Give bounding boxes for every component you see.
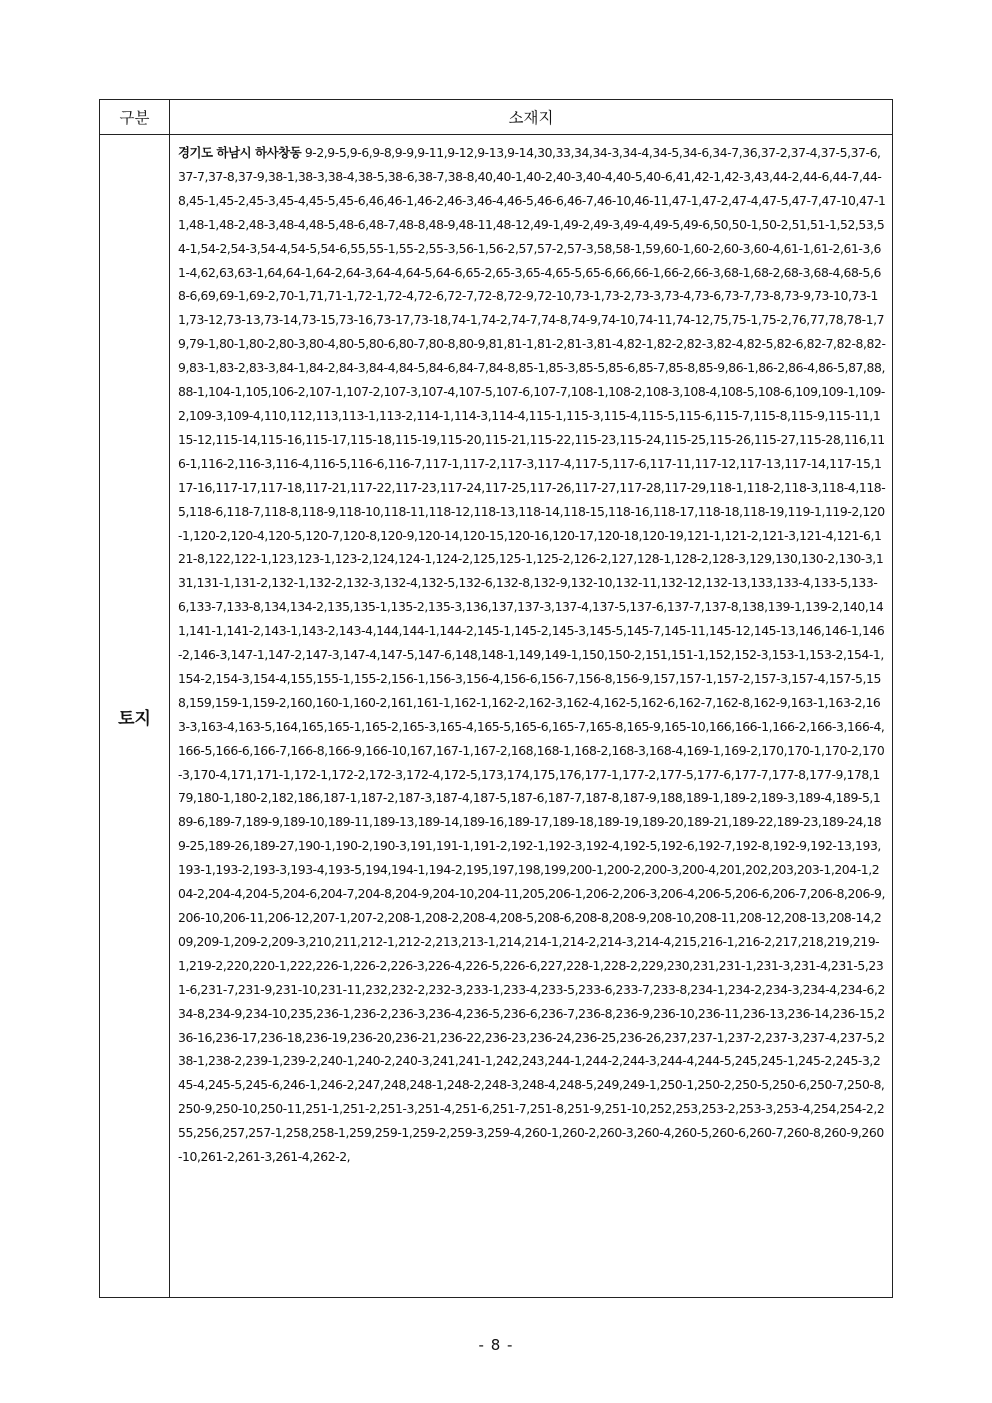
page-number: - 8 - (478, 1336, 514, 1354)
table-row (100, 135, 893, 1298)
parcel-list (178, 141, 886, 1169)
location-prefix: 경기도 하남시 하사창동 (178, 145, 302, 160)
land-location-table (99, 99, 893, 1298)
parcel-numbers: 9-2,9-5,9-6,9-8,9-9,9-11,9-12,9-13,9-14,30,33,34,34-3,34-4,34-5,34-6,34-7,36,37-2,37-4,37-5,37-6,37-7,37-8,37-9,38-1,38-3,38-4,38-5,38-6,38-7,38-8,40,40-1,40-2,40-3,40-4,40-5,40-6,41,42-1,42-3,43,44-2,44-6,44-7,44-8,45-1,45-2,45-3,45-4,45-5,45-6,46,46-1,46-2,46-3,46-4,46-5,46-6,46-7,46-10,46-11,47-1,47-2,47-4,47-5,47-7,47-10,47-11,48-1,48-2,48-3,48-4,48-5,48-6,48-7,48-8,48-9,48-11,48-12,49-1,49-2,49-3,49-4,49-5,49-6,50,50-1,50-2,51,51-1,52,53,54-1,54-2,54-3,54-4,54-5,54-6,55,55-1,55-2,55-3,56-1,56-2,57,57-2,57-3,58,58-1,59,60-1,60-2,60-3,60-4,61-1,61-2,61-3,61-4,62,63,63-1,64,64-1,64-2,64-3,64-4,64-5,64-6,65-2,65-3,65-4,65-5,65-6,66,66-1,66-2,66-3,68-1,68-2,68-3,68-4,68-5,68-6,69,69-1,69-2,70-1,71,71-1,72-1,72-4,72-6,72-7,72-8,72-9,72-10,73-1,73-2,73-3,73-4,73-6,73-7,73-8,73-9,73-10,73-11,73-12,73-13,73-14,73-15,73-16,73-17,73-18,74-1,74-2,74-7,74-8,74-9,74-10,74-11,74-12,75,75-1,75-2,76,77,78,78-1,79,79-1,80-1,80-2,80-3,80-4,80-5,80-6,80-7,80-8,80-9,81,81-1,81-2,81-3,81-4,82-1,82-2,82-3,82-4,82-5,82-6,82-7,82-8,82-9,83-1,83-2,83-3,84-1,84-2,84-3,84-4,84-5,84-6,84-7,84-8,85-1,85-3,85-5,85-6,85-7,85-8,85-9,86-1,86-2,86-4,86-5,87,88,88-1,104-1,105,106-2,107-1,107-2,107-3,107-4,107-5,107-6,107-7,108-1,108-2,108-3,108-4,108-5,108-6,109,109-1,109-2,109-3,109-4,110,112,113,113-1,113-2,114-1,114-3,114-4,115-1,115-3,115-4,115-5,115-6,115-7,115-8,115-9,115-11,115-12,115-14,115-16,115-17,115-18,115-19,115-20,115-21,115-22,115-23,115-24,115-25,115-26,115-27,115-28,116,116-1,116-2,116-3,116-4,116-5,116-6,116-7,117-1,117-2,117-3,117-4,117-5,117-6,117-11,117-12,117-13,117-14,117-15,117-16,117-17,117-18,117-21,117-22,117-23,117-24,117-25,117-26,117-27,117-28,117-29,118-1,118-2,118-3,118-4,118-5,118-6,118-7,118-8,118-9,118-10,118-11,118-12,118-13,118-14,118-15,118-16,118-17,118-18,118-19,119-1,119-2,120-1,120-2,120-4,120-5,120-7,120-8,120-9,120-14,120-15,120-16,120-17,120-18,120-19,121-1,121-2,121-3,121-4,121-6,121-8,122,122-1,123,123-1,123-2,124,124-1,124-2,125,125-1,125-2,126-2,127,128-1,128-2,128-3,129,130,130-2,130-3,131,131-1,131-2,132-1,132-2,132-3,132-4,132-5,132-6,132-8,132-9,132-10,132-11,132-12,132-13,133,133-4,133-5,133-6,133-7,133-8,134,134-2,135,135-1,135-2,135-3,136,137,137-3,137-4,137-5,137-6,137-7,137-8,138,139-1,139-2,140,141,141-1,141-2,143-1,143-2,143-4,144,144-1,144-2,145-1,145-2,145-3,145-5,145-7,145-11,145-12,145-13,146,146-1,146-2,146-3,147-1,147-2,147-3,147-4,147-5,147-6,148,148-1,149,149-1,150,150-2,151,151-1,152,152-3,153-1,153-2,154-1,154-2,154-3,154-4,155,155-1,155-2,156-1,156-3,156-4,156-6,156-7,156-8,156-9,157,157-1,157-2,157-3,157-4,157-5,158,159,159-1,159-2,160,160-1,160-2,161,161-1,162-1,162-2,162-3,162-4,162-5,162-6,162-7,162-8,162-9,163-1,163-2,163-3,163-4,163-5,164,165,165-1,165-2,165-3,165-4,165-5,165-6,165-7,165-8,165-9,165-10,166,166-1,166-2,166-3,166-4,166-5,166-6,166-7,166-8,166-9,166-10,167,167-1,167-2,168,168-1,168-2,168-3,168-4,169-1,169-2,170,170-1,170-2,170-3,170-4,171,171-1,172-1,172-2,172-3,172-4,172-5,173,174,175,176,177-1,177-2,177-5,177-6,177-7,177-8,177-9,178,179,180-1,180-2,182,186,187-1,187-2,187-3,187-4,187-5,187-6,187-7,187-8,187-9,188,189-1,189-2,189-3,189-4,189-5,189-6,189-7,189-9,189-10,189-11,189-13,189-14,189-16,189-17,189-18,189-19,189-20,189-21,189-22,189-23,189-24,189-25,189-26,189-27,190-1,190-2,190-3,191,191-1,191-2,192-1,192-3,192-4,192-5,192-6,192-7,192-8,192-9,192-13,193,193-1,193-2,193-3,193-4,193-5,194,194-1,194-2,195,197,198,199,200-1,200-2,200-3,200-4,201,202,203,203-1,204-1,204-2,204-4,204-5,204-6,204-7,204-8,204-9,204-10,204-11,205,206-1,206-2,206-3,206-4,206-5,206-6,206-7,206-8,206-9,206-10,206-11,206-12,207-1,207-2,208-1,208-2,208-4,208-5,208-6,208-8,208-9,208-10,208-11,208-12,208-13,208-14,209,209-1,209-2,209-3,210,211,212-1,212-2,213,213-1,214,214-1,214-2,214-3,214-4,215,216-1,216-2,217,218,219,219-1,219-2,220,220-1,222,226-1,226-2,226-3,226-4,226-5,226-6,227,228-1,228-2,229,230,231,231-1,231-3,231-4,231-5,231-6,231-7,231-9,231-10,231-11,232,232-2,232-3,233-1,233-4,233-5,233-6,233-7,233-8,234-1,234-2,234-3,234-4,234-6,234-8,234-9,234-10,235,236-1,236-2,236-3,236-4,236-5,236-6,236-7,236-8,236-9,236-10,236-11,236-13,236-14,236-15,236-16,236-17,236-18,236-19,236-20,236-21,236-22,236-23,236-24,236-25,236-26,237,237-1,237-2,237-3,237-4,237-5,238-1,238-2,239-1,239-2,240-1,240-2,240-3,241,241-1,242,243,244-1,244-2,244-3,244-4,244-5,245,245-1,245-2,245-3,245-4,245-5,245-6,246-1,246-2,247,248,248-1,248-2,248-3,248-4,248-5,249,249-1,250-1,250-2,250-5,250-6,250-7,250-8,250-9,250-10,250-11,251-1,251-2,251-3,251-4,251-6,251-7,251-8,251-9,251-10,252,253,253-2,253-3,253-4,254,254-2,255,256,257,257-1,258,258-1,259,259-1,259-2,259-3,259-4,260-1,260-2,260-3,260-4,260-5,260-6,260-7,260-8,260-9,260-10,261-2,261-3,261-4,262-2, (178, 145, 886, 1165)
row-category: 토지 (100, 135, 170, 1298)
header-location: 소재지 (170, 100, 893, 135)
header-category: 구분 (100, 100, 170, 135)
table-header-row (100, 100, 893, 135)
row-location-cell (170, 135, 893, 1298)
